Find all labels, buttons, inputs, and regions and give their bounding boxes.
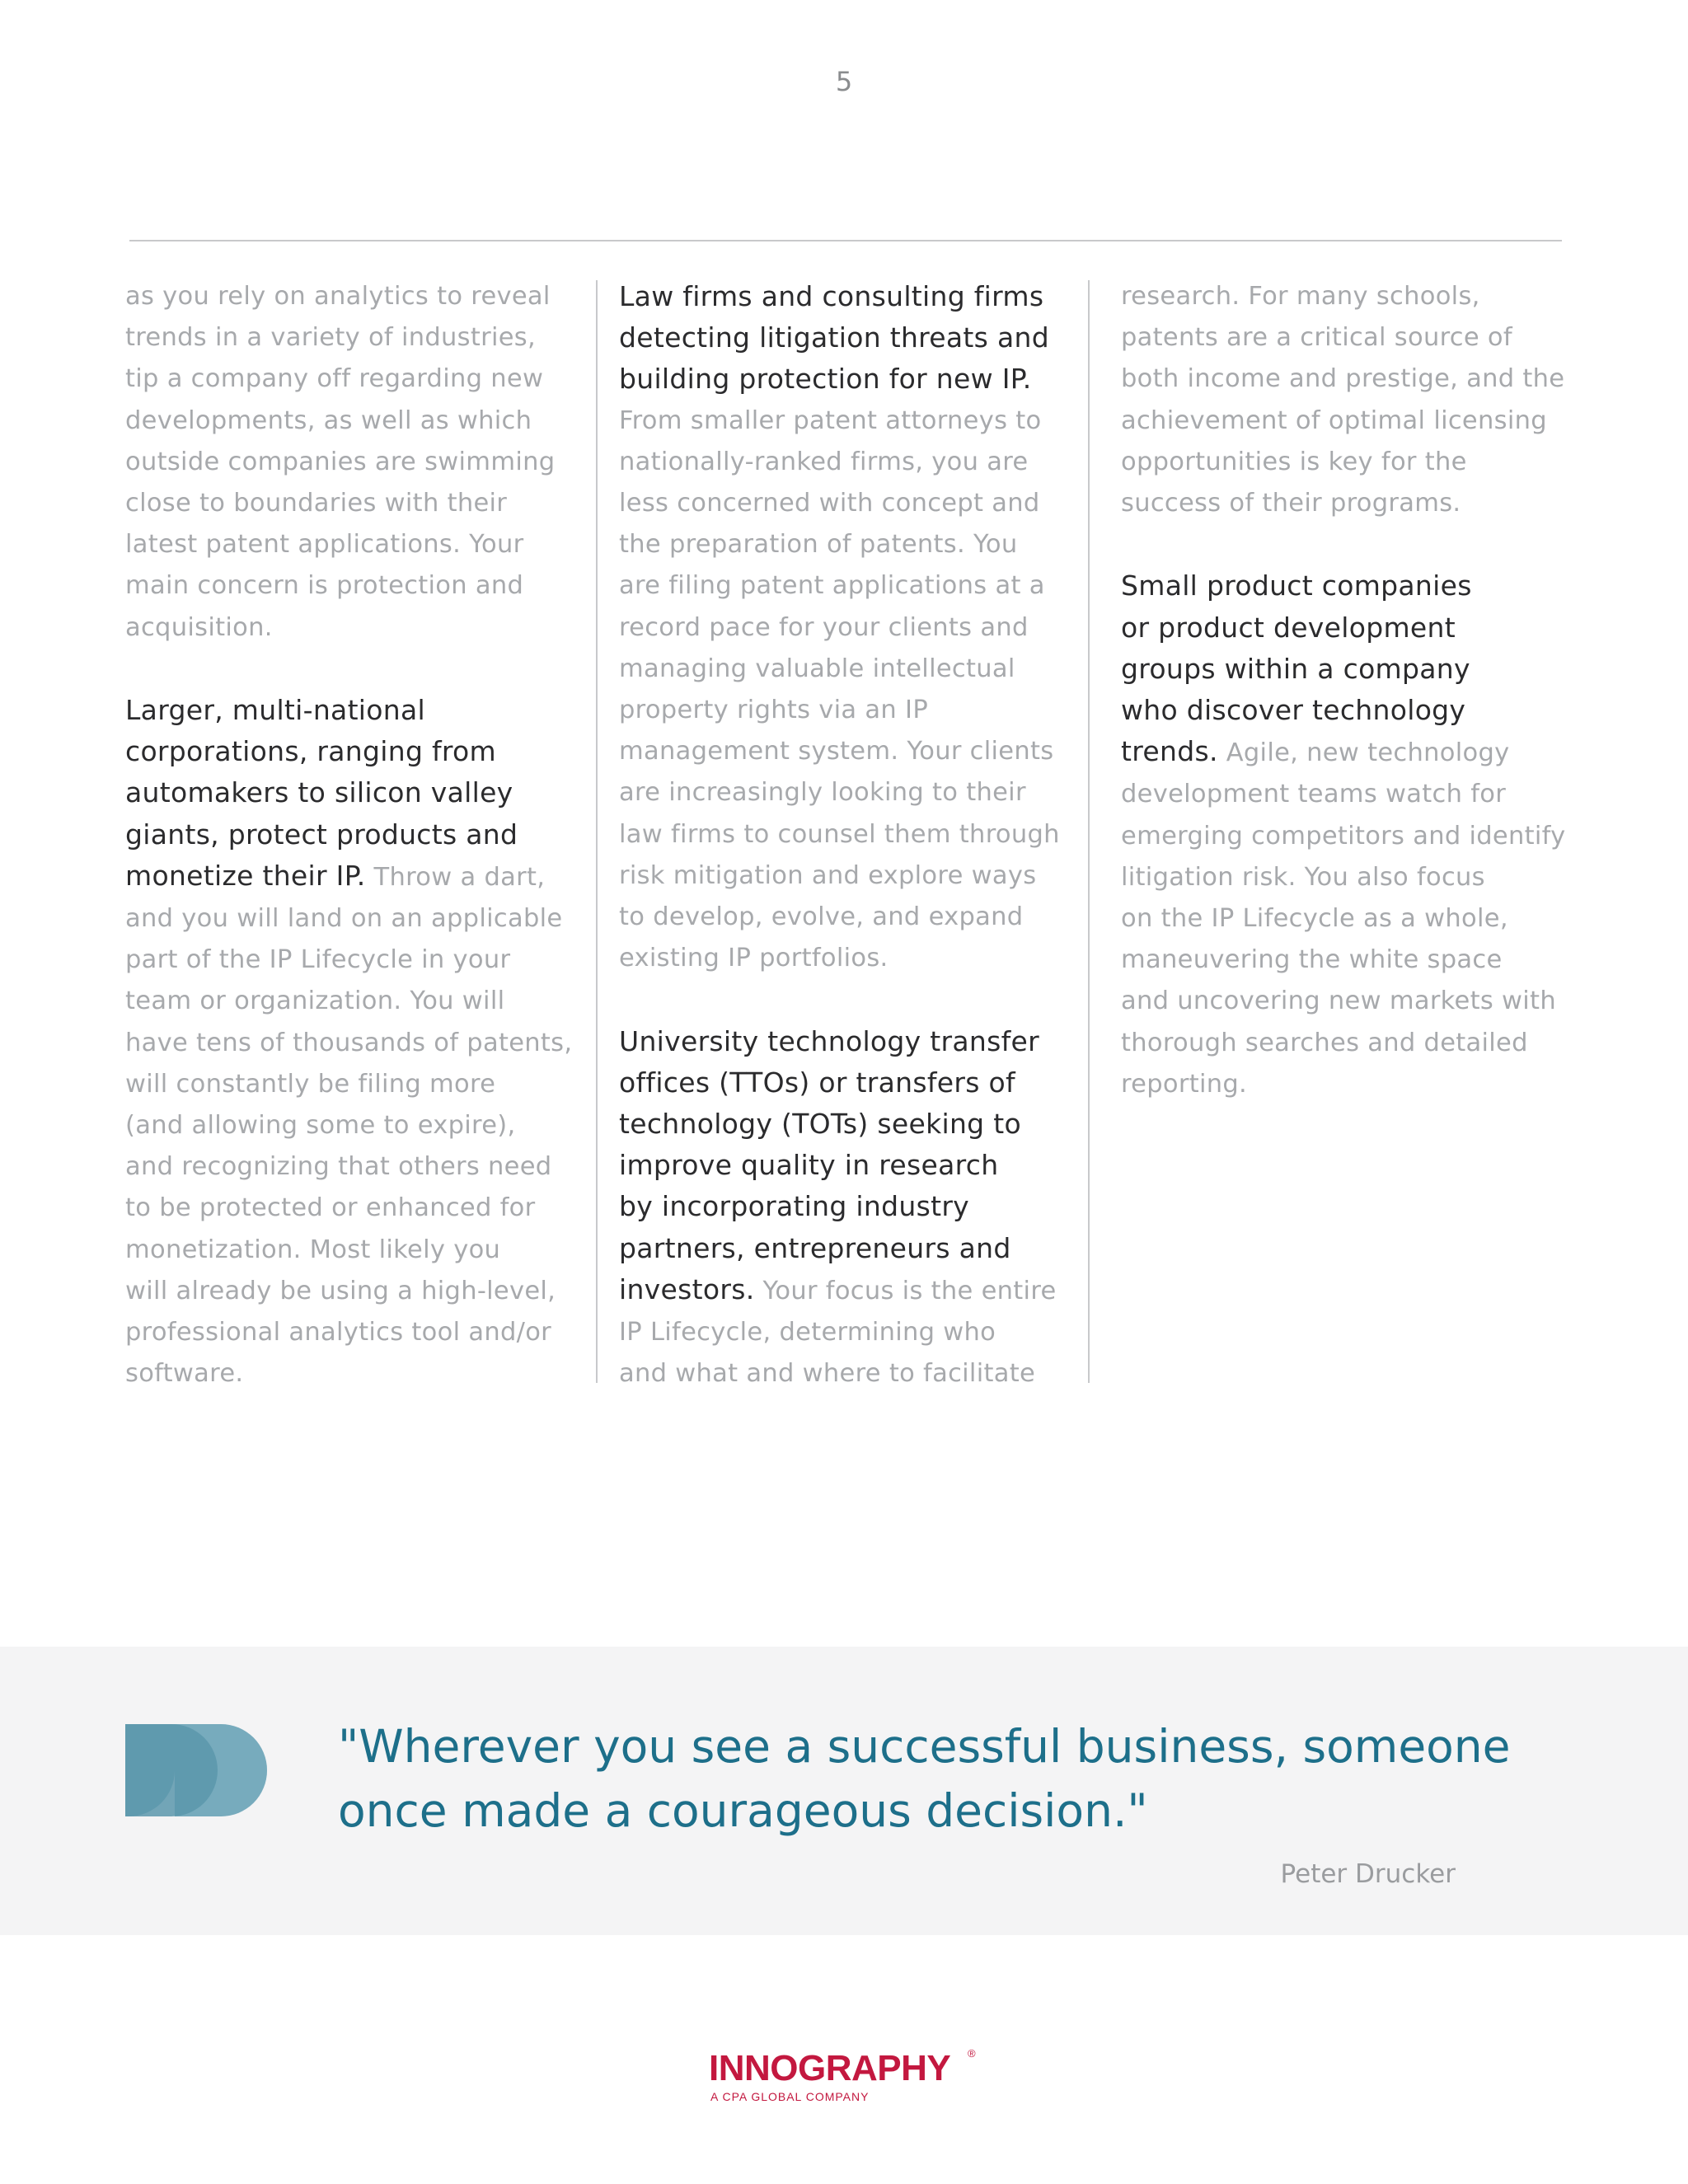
lead-line: improve quality in research [619, 1149, 999, 1182]
text-line: monetization. Most likely you [125, 1235, 501, 1264]
lead-line: technology (TOTs) seeking to [619, 1108, 1021, 1141]
quote-line: "Wherever you see a successful business, someone [338, 1720, 1511, 1773]
quote-line: once made a courageous decision." [338, 1784, 1148, 1837]
lead-end: investors. [619, 1272, 755, 1305]
text-line: patents are a critical source of [1121, 323, 1512, 353]
text-line: close to boundaries with their [125, 489, 508, 518]
lead-line: detecting litigation threats and [619, 321, 1049, 354]
text-line: reporting. [1121, 1069, 1248, 1099]
text-line: law firms to counsel them through [619, 819, 1060, 849]
text-line: management system. Your clients [619, 737, 1054, 766]
text-line: research. For many schools, [1121, 282, 1480, 311]
text-line: main concern is protection and [125, 571, 524, 601]
text-line: team or organization. You will [125, 987, 505, 1016]
lead-line: offices (TTOs) or transfers of [619, 1066, 1015, 1099]
col3-para1 [1121, 276, 1566, 524]
text-line: litigation risk. You also focus [1121, 862, 1485, 892]
text-line: will constantly be filing more [125, 1069, 496, 1099]
text-line: From smaller patent attorneys to [619, 405, 1042, 435]
col2-para1 [619, 276, 1068, 979]
text-line: to be protected or enhanced for [125, 1193, 536, 1223]
lead-line: Small product companies [1121, 569, 1472, 602]
text-line: opportunities is key for the [1121, 447, 1467, 476]
logo-wordmark: INNOGRAPHY [709, 2048, 951, 2088]
text-line: maneuvering the white space [1121, 945, 1503, 975]
lead-line: partners, entrepreneurs and [619, 1231, 1011, 1264]
text-line: latest patent applications. Your [125, 530, 524, 560]
quote-author: Peter Drucker [1280, 1859, 1456, 1889]
text-line: as you rely on analytics to reveal [125, 282, 551, 311]
mixed-line [619, 1269, 1068, 1312]
body-start: Your focus is the entire [754, 1276, 1057, 1305]
lead-line: groups within a company [1121, 652, 1470, 685]
text-line: less concerned with concept and [619, 489, 1040, 518]
text-line: risk mitigation and explore ways [619, 860, 1037, 890]
innography-logo [709, 2047, 989, 2108]
text-line: will already be using a high-level, [125, 1276, 556, 1305]
text-line: success of their programs. [1121, 489, 1461, 518]
column-1 [125, 276, 573, 1394]
pull-quote [338, 1714, 1574, 1843]
text-line: on the IP Lifecycle as a whole, [1121, 904, 1508, 934]
text-line: tip a company off regarding new [125, 364, 544, 394]
text-line: outside companies are swimming [125, 447, 556, 476]
text-line: have tens of thousands of patents, [125, 1028, 573, 1057]
text-line: (and allowing some to expire), [125, 1111, 516, 1141]
body-start: Agile, new technology [1217, 738, 1510, 768]
column-divider [596, 280, 598, 1383]
text-line: are filing patent applications at a [619, 571, 1045, 601]
text-line: and recognizing that others need [125, 1152, 552, 1182]
column-divider [1088, 280, 1090, 1383]
text-line: both income and prestige, and the [1121, 364, 1565, 394]
text-line: nationally-ranked firms, you are [619, 447, 1029, 476]
text-line: and you will land on an applicable [125, 904, 563, 934]
text-line: are increasingly looking to their [619, 778, 1026, 808]
mixed-line [1121, 731, 1566, 774]
lead-end: monetize their IP. [125, 859, 366, 892]
text-line: acquisition. [125, 612, 273, 642]
text-line: existing IP portfolios. [619, 944, 889, 973]
col1-para1 [125, 276, 570, 649]
text-line: thorough searches and detailed [1121, 1028, 1528, 1057]
text-line: emerging competitors and identify [1121, 821, 1566, 851]
text-line: development teams watch for [1121, 780, 1507, 809]
lead-line: by incorporating industry [619, 1190, 970, 1223]
lead-end: trends. [1121, 735, 1218, 768]
mixed-line [125, 855, 570, 898]
text-line: professional analytics tool and/or [125, 1318, 552, 1347]
text-line: and what and where to facilitate [619, 1359, 1036, 1389]
text-line: IP Lifecycle, determining who [619, 1318, 996, 1347]
column-3 [1121, 276, 1566, 1105]
lead-line: building protection for new IP. [619, 363, 1032, 396]
lead-line: Larger, multi-national [125, 694, 425, 727]
lead-line: corporations, ranging from [125, 735, 496, 768]
quote-mark-icon [125, 1724, 267, 1816]
lead-line: who discover technology [1121, 694, 1466, 727]
text-line: software. [125, 1359, 244, 1389]
text-line: property rights via an IP [619, 696, 929, 725]
text-line: part of the IP Lifecycle in your [125, 945, 511, 975]
text-line: trends in a variety of industries, [125, 323, 536, 353]
text-line: achievement of optimal licensing [1121, 405, 1547, 435]
column-2 [619, 276, 1068, 1394]
lead-line: University technology transfer [619, 1024, 1040, 1057]
lead-line: Law firms and consulting firms [619, 280, 1044, 312]
col1-para2 [125, 690, 573, 1394]
lead-line: giants, protect products and [125, 818, 518, 851]
text-line: managing valuable intellectual [619, 654, 1015, 683]
page-number: 5 [835, 66, 853, 97]
text-line: and uncovering new markets with [1121, 987, 1556, 1016]
body-start: Throw a dart, [365, 862, 546, 892]
text-line: the preparation of patents. You [619, 530, 1018, 560]
logo-tagline: A CPA GLOBAL COMPANY [710, 2090, 870, 2103]
top-divider [129, 240, 1562, 241]
text-line: developments, as well as which [125, 405, 532, 435]
logo-registered-mark: ® [968, 2047, 976, 2060]
col3-para2 [1121, 565, 1566, 1105]
text-line: to develop, evolve, and expand [619, 902, 1024, 932]
col2-para2 [619, 1021, 1068, 1395]
lead-line: or product development [1121, 611, 1456, 644]
text-line: record pace for your clients and [619, 612, 1029, 642]
lead-line: automakers to silicon valley [125, 776, 513, 809]
